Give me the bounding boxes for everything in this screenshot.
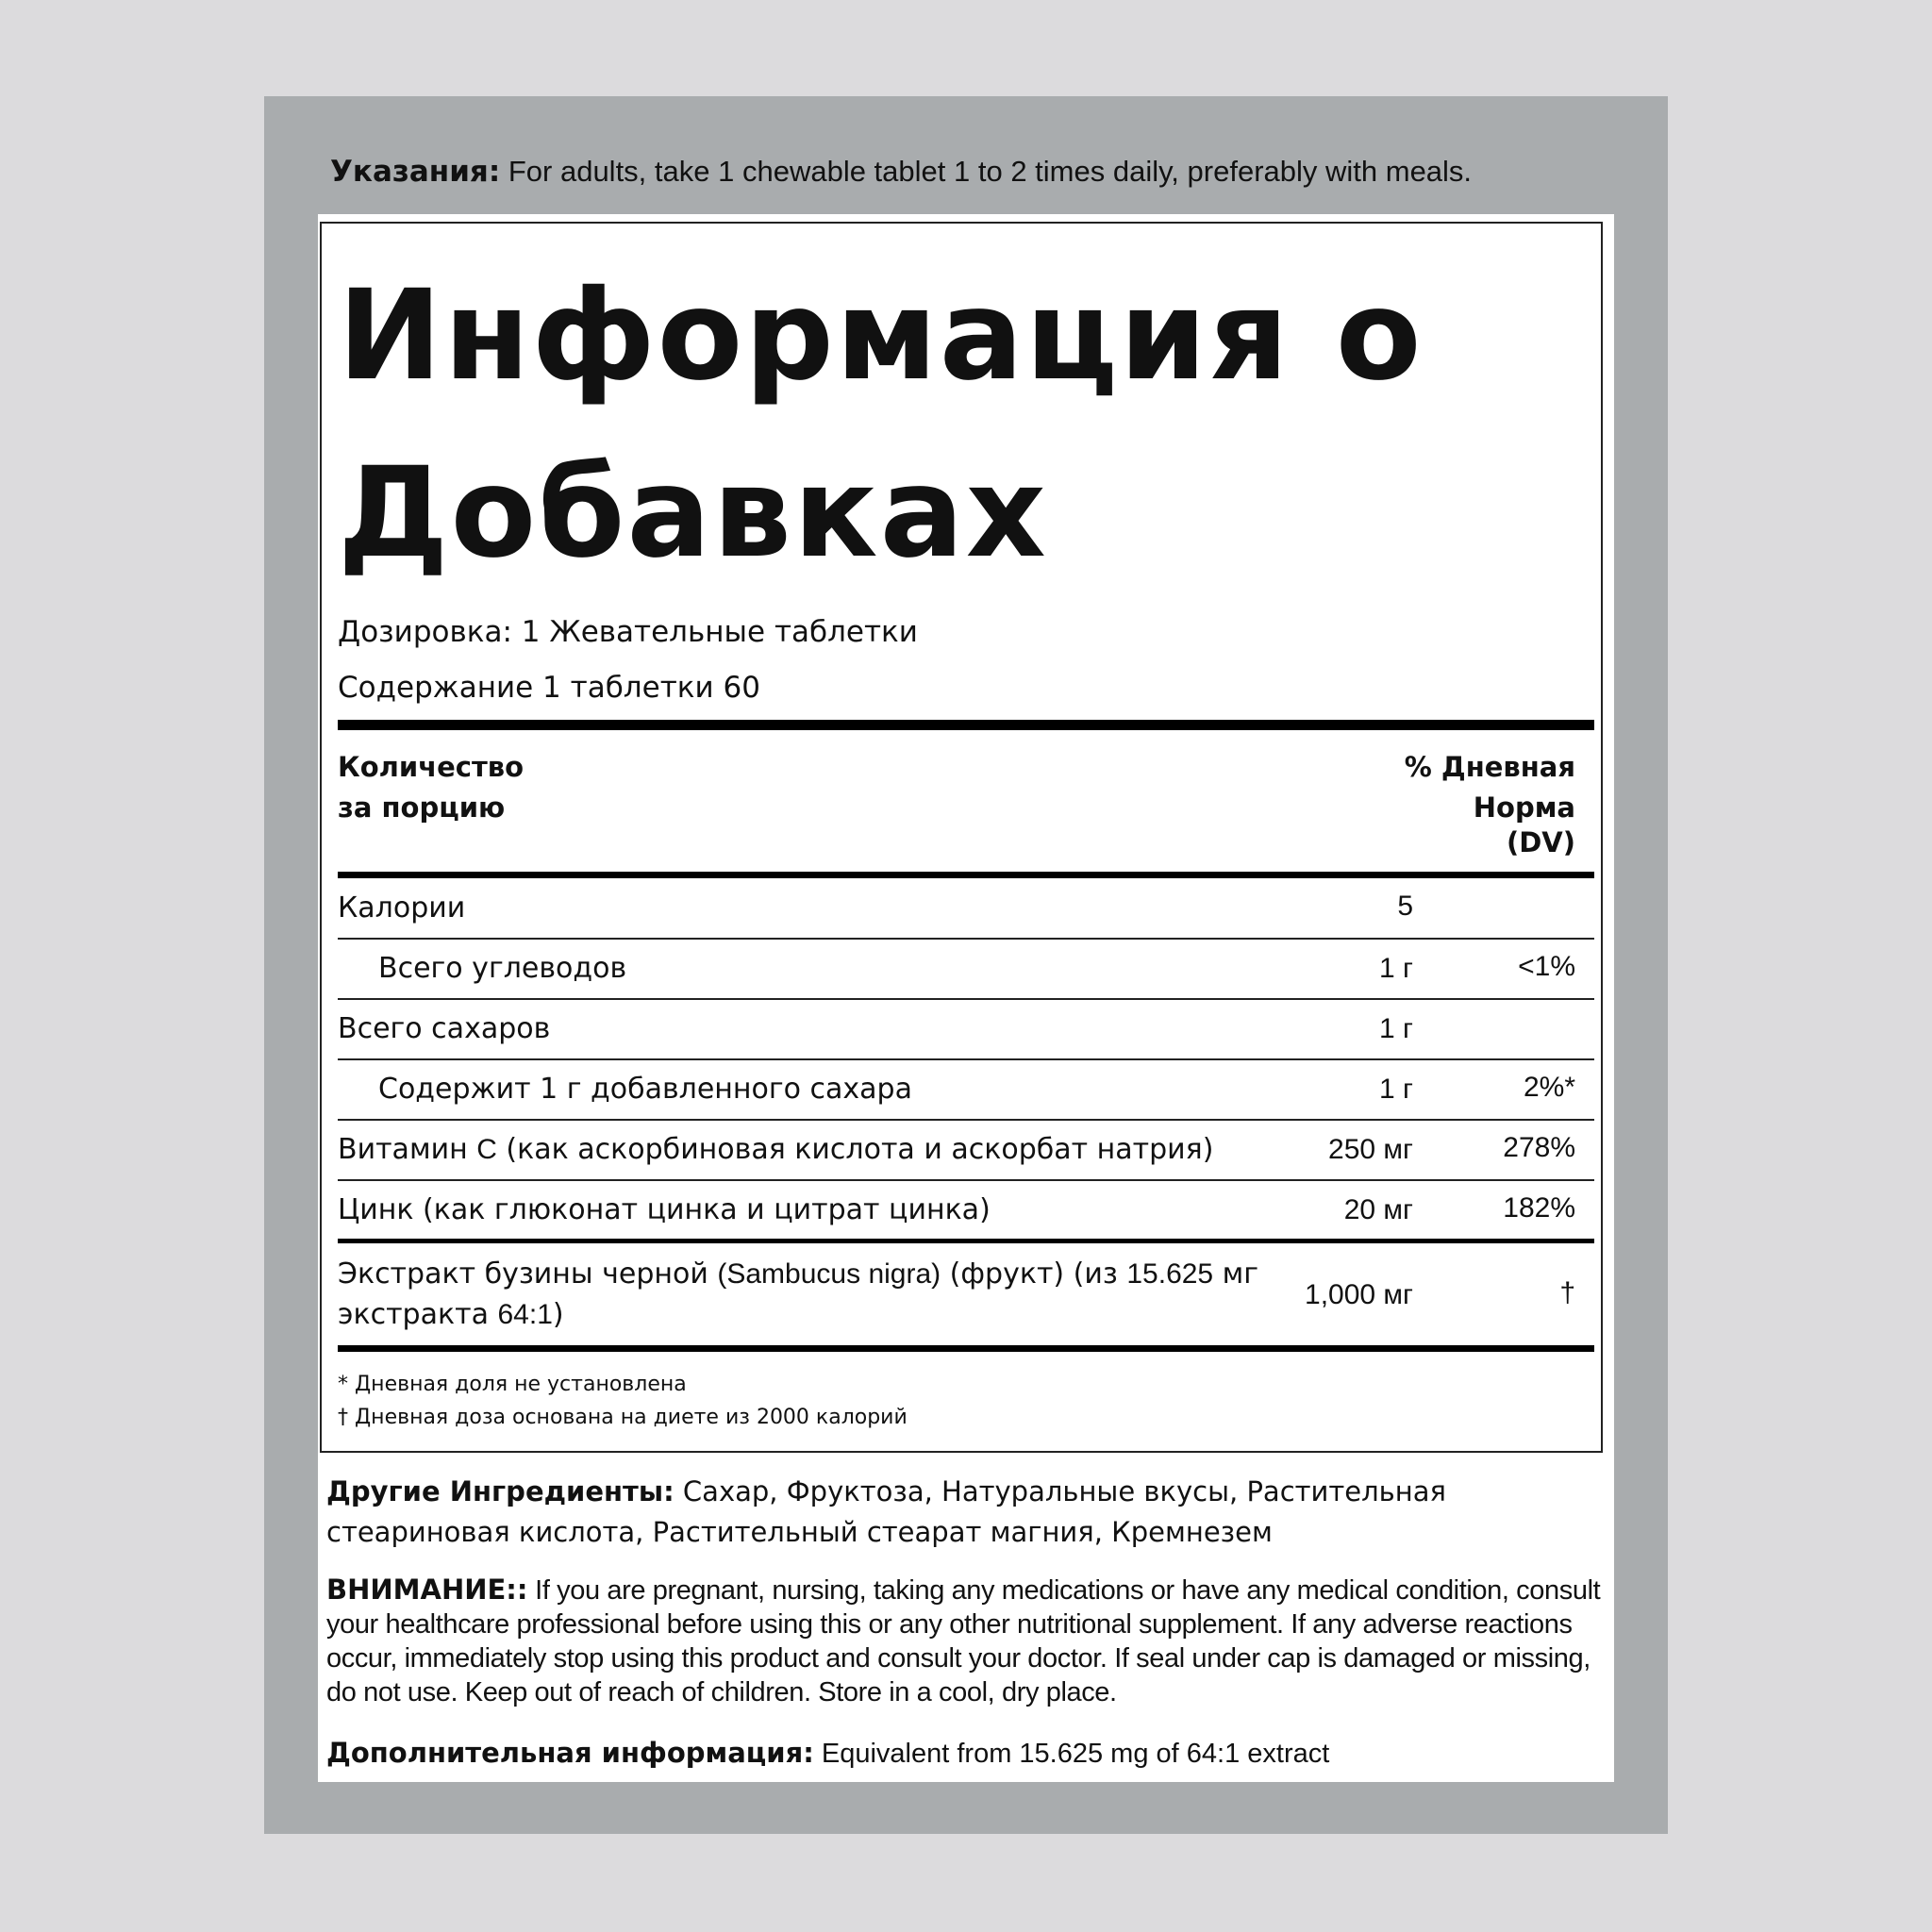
row-calories-amount: 5 <box>1397 891 1413 922</box>
row-zinc-dv: 182% <box>1503 1192 1575 1224</box>
row-calories-name: Калории <box>338 891 466 924</box>
warning-label: ВНИМАНИЕ:: <box>326 1574 528 1606</box>
row-elderberry-name: Экстракт бузины черной (Sambucus nigra) (фрукт) (из 15.625 мг экстракта 64:1) <box>338 1257 1259 1331</box>
row-vitamin-c-amount: 250 мг <box>1328 1134 1413 1165</box>
amount-per-serving-header: Количество за порцию <box>338 751 525 824</box>
directions-text: For adults, take 1 chewable tablet 1 to 2 times daily, preferably with meals. <box>500 155 1473 188</box>
row-divider <box>338 1058 1594 1060</box>
additional-information-text: Equivalent from 15.625 mg of 64:1 extract <box>813 1739 1330 1769</box>
supplement-facts-title <box>338 247 1583 602</box>
row-carbs-amount: 1 г <box>1379 953 1413 984</box>
servings-per-container: Содержание 1 таблетки 60 <box>338 671 760 705</box>
additional-information <box>326 1733 1591 1774</box>
directions-label: Указания: <box>330 155 501 189</box>
row-vitamin-c-name: Витамин C (как аскорбиновая кислота и аскорбат натрия) <box>338 1133 1214 1166</box>
row-elderberry-amount: 1,000 мг <box>1305 1279 1413 1310</box>
row-added-sugar-dv: 2%* <box>1523 1072 1575 1103</box>
thick-rule-middle <box>338 1239 1594 1243</box>
row-divider <box>338 1179 1594 1181</box>
footnote-daily-value: † Дневная доза основана на диете из 2000 калорий <box>338 1406 908 1429</box>
row-zinc-name: Цинк (как глюконат цинка и цитрат цинка) <box>338 1193 991 1226</box>
row-sugars-name: Всего сахаров <box>338 1012 551 1045</box>
footnote-not-established: * Дневная доля не установлена <box>338 1373 687 1396</box>
other-ingredients-label: Другие Ингредиенты: <box>326 1475 675 1507</box>
additional-information-label: Дополнительная информация: <box>326 1737 814 1769</box>
warning-text: If you are pregnant, nursing, taking any medications or have any medical condition, consult your healthcare professional before using this or any other nutritional supplement. If any adverse reactions occur, immediately stop using this product and consult your doctor. If seal under cap is damaged or missing, do not use. Keep out of reach of children. Store in a cool, dry place. <box>326 1575 1601 1707</box>
row-added-sugar-amount: 1 г <box>1379 1074 1413 1105</box>
row-divider <box>338 938 1594 940</box>
directions-line <box>330 151 1632 192</box>
row-sugars-amount: 1 г <box>1379 1013 1413 1044</box>
thick-rule-header <box>338 872 1594 878</box>
other-ingredients <box>326 1472 1591 1553</box>
row-carbs-name: Всего углеводов <box>378 952 627 985</box>
row-added-sugar-name: Содержит 1 г добавленного сахара <box>378 1073 912 1106</box>
other-ingredients-text: Сахар, Фруктоза, Натуральные вкусы, Растительная стеариновая кислота, Растительный стеарат магния, Кремнезем <box>326 1475 1446 1548</box>
thick-rule-bottom <box>338 1345 1594 1352</box>
serving-size: Дозировка: 1 Жевательные таблетки <box>338 615 918 649</box>
thick-rule-top <box>338 720 1594 730</box>
title-line-1: Информация о <box>338 263 1424 408</box>
row-divider <box>338 1119 1594 1121</box>
title-line-2: Добавках <box>338 441 1048 586</box>
row-divider <box>338 998 1594 1000</box>
row-carbs-dv: <1% <box>1518 951 1575 982</box>
daily-value-header: % Дневная Норма (DV) <box>1404 751 1575 858</box>
row-vitamin-c-dv: 278% <box>1503 1132 1575 1163</box>
warning <box>326 1573 1609 1709</box>
row-zinc-amount: 20 мг <box>1343 1194 1413 1225</box>
row-elderberry-dv: † <box>1559 1277 1575 1308</box>
